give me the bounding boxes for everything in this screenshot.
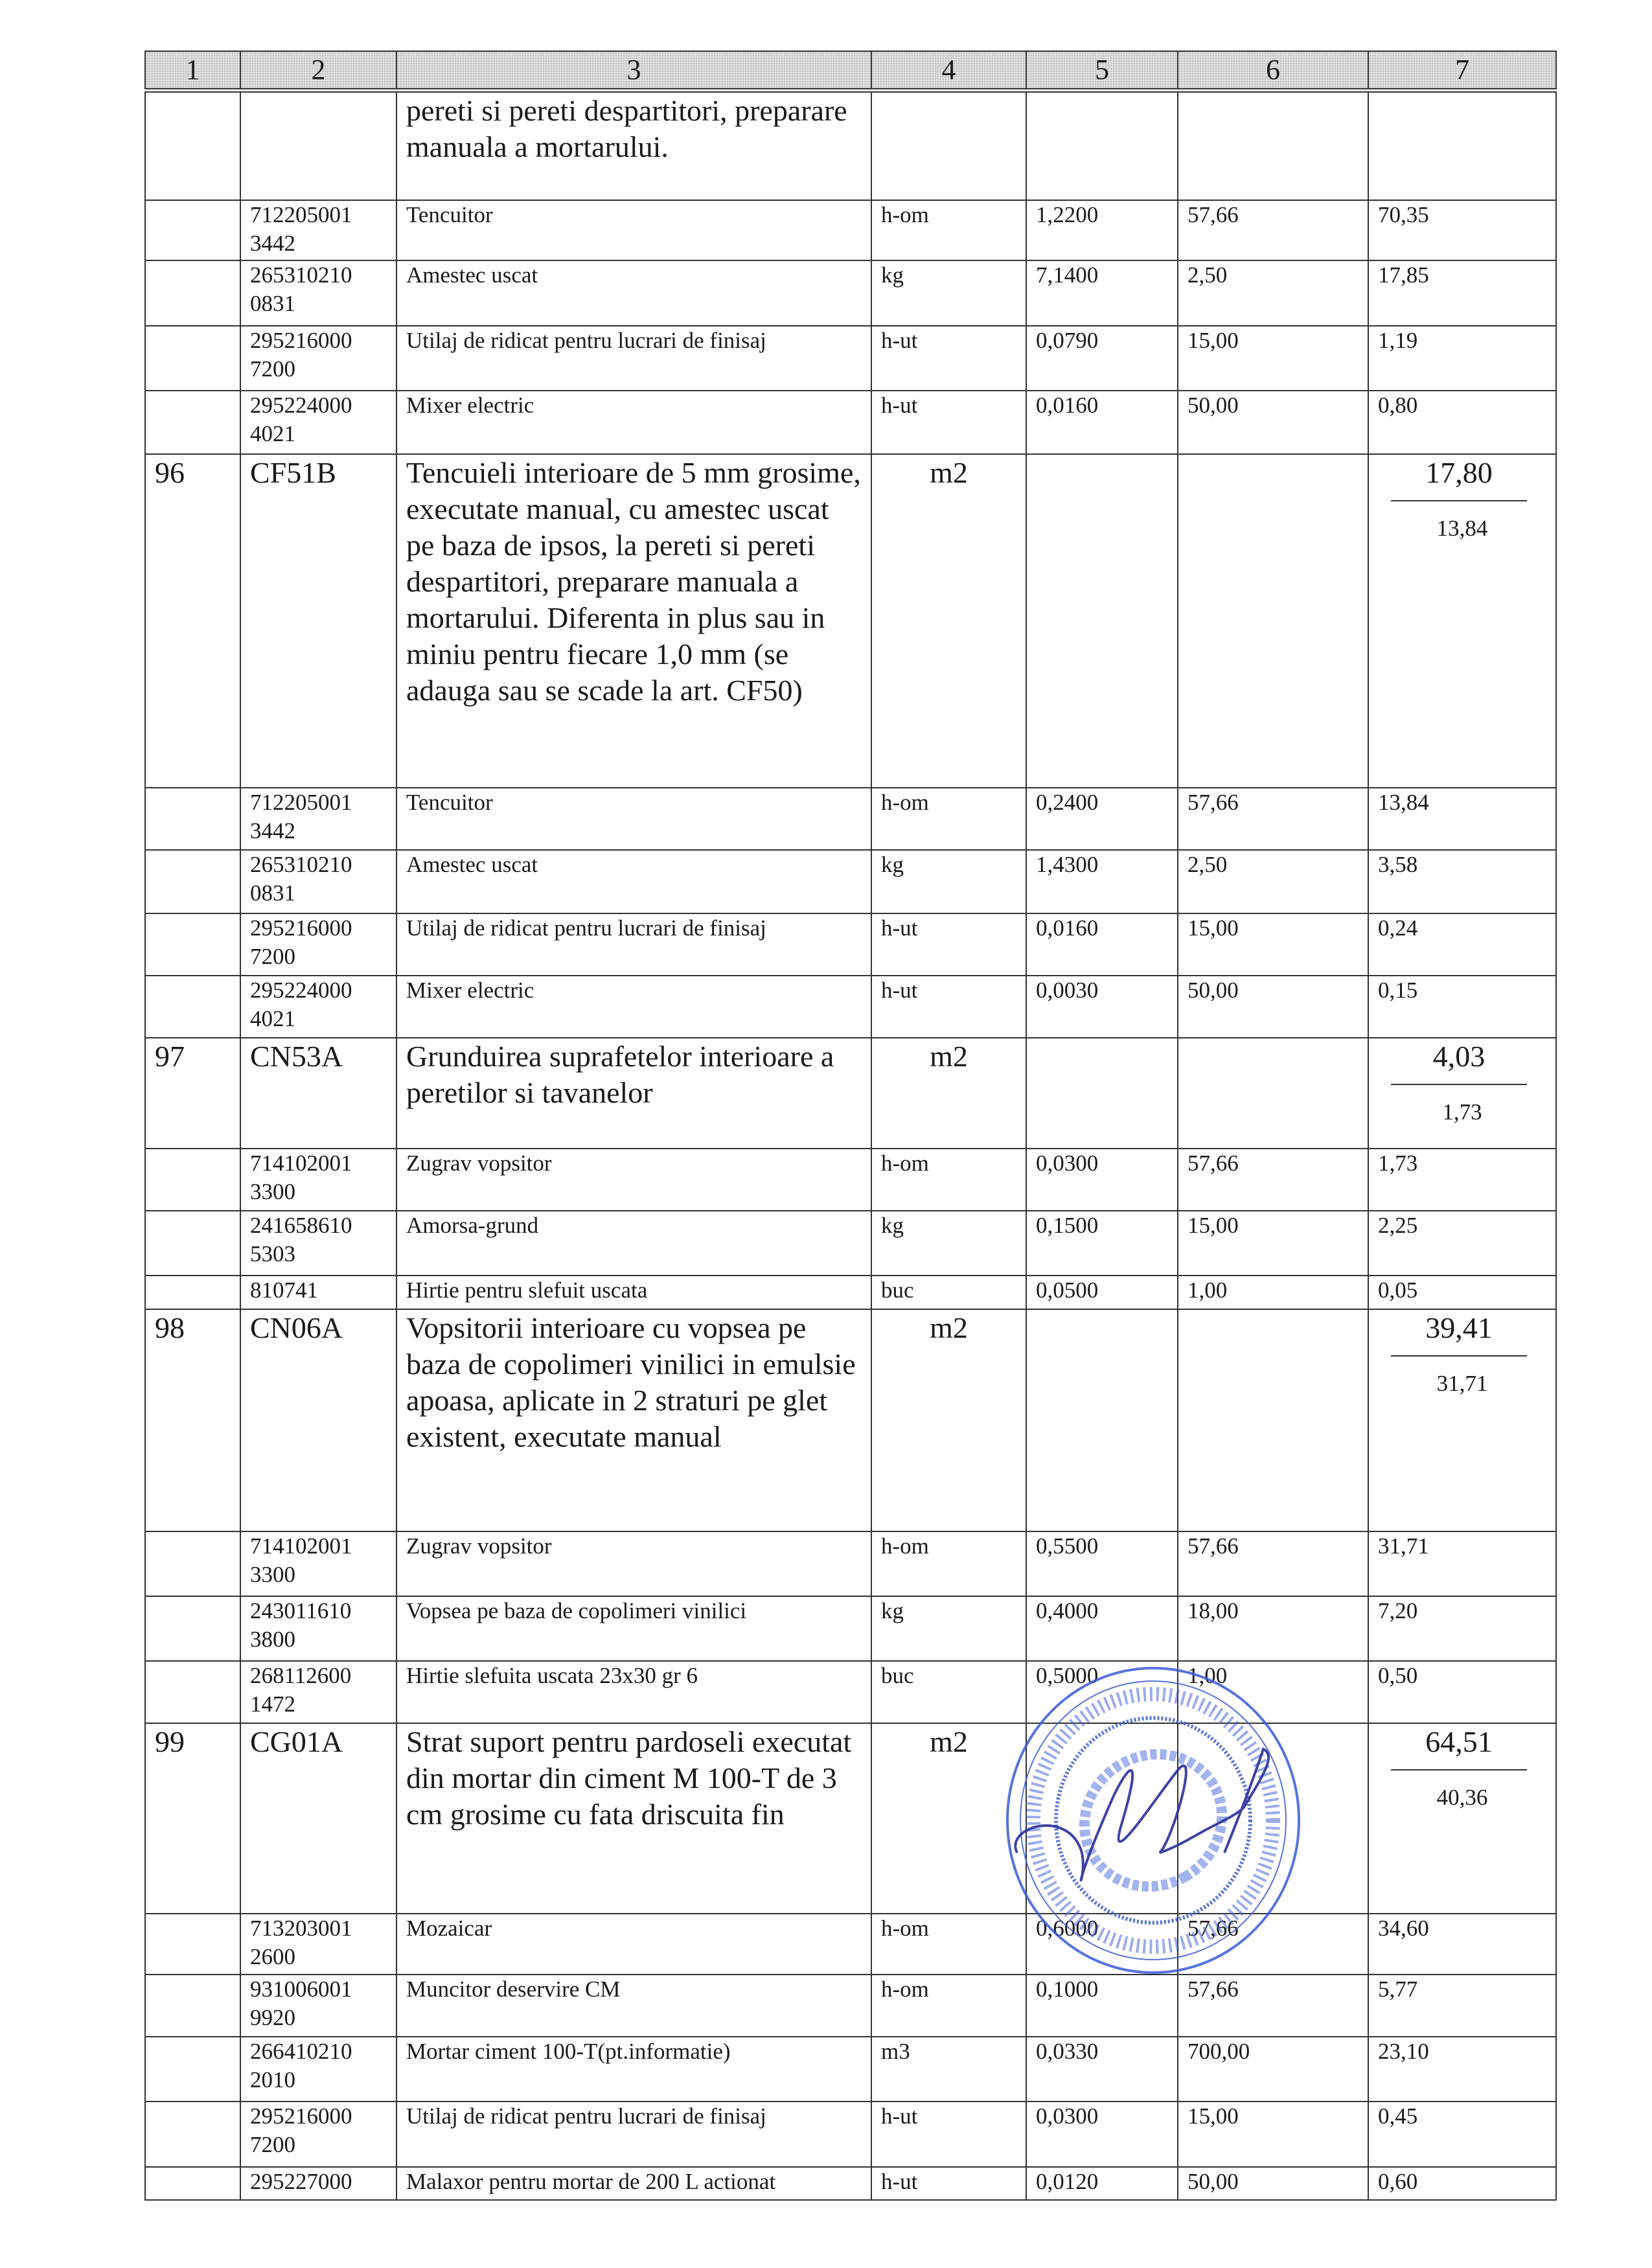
resource-name: Zugrav vopsitor <box>396 1149 871 1211</box>
resource-unit: buc <box>871 1661 1026 1723</box>
resource-unit-price: 2,50 <box>1178 850 1368 913</box>
resource-amount: 3,58 <box>1368 850 1556 913</box>
resource-amount: 17,85 <box>1368 260 1556 326</box>
resource-quantity: 0,0330 <box>1026 2037 1178 2102</box>
resource-row <box>145 976 1556 1038</box>
empty-cell <box>145 326 240 391</box>
empty-cell <box>145 1276 240 1309</box>
resource-code: 243011610 3800 <box>240 1596 396 1661</box>
resource-row <box>145 391 1556 454</box>
item-code: CF51B <box>240 454 396 788</box>
item-labor-subtotal: 31,71 <box>1436 1371 1488 1396</box>
resource-unit-price: 57,66 <box>1178 200 1368 260</box>
resource-quantity: 0,5500 <box>1026 1531 1178 1596</box>
resource-row <box>145 200 1556 260</box>
resource-code: 265310210 0831 <box>240 850 396 913</box>
resource-row <box>145 788 1556 850</box>
resource-amount: 0,50 <box>1368 1661 1556 1723</box>
empty-cell <box>145 1211 240 1276</box>
empty-cell <box>145 1531 240 1596</box>
item-description: Strat suport pentru pardoseli executat din mortar din ciment M 100-T de 3 cm grosime cu fata driscuita fin <box>396 1723 871 1914</box>
resource-quantity: 0,2400 <box>1026 788 1178 850</box>
resource-code: 712205001 3442 <box>240 788 396 850</box>
resource-amount: 5,77 <box>1368 1975 1556 2037</box>
resource-amount: 70,35 <box>1368 200 1556 260</box>
resource-unit: h-ut <box>871 391 1026 454</box>
resource-unit-price: 57,66 <box>1178 1149 1368 1211</box>
resource-row <box>145 1149 1556 1211</box>
item-total <box>1368 90 1556 200</box>
empty-cell <box>145 1975 240 2037</box>
empty-cell <box>1178 90 1368 200</box>
resource-name: Hirtie slefuita uscata 23x30 gr 6 <box>396 1661 871 1723</box>
resource-amount: 2,25 <box>1368 1211 1556 1276</box>
empty-cell <box>145 260 240 326</box>
resource-quantity: 0,1000 <box>1026 1975 1178 2037</box>
item-unit <box>871 90 1026 200</box>
resource-row <box>145 2167 1556 2200</box>
resource-quantity: 1,4300 <box>1026 850 1178 913</box>
resource-amount: 7,20 <box>1368 1596 1556 1661</box>
item-total <box>1368 1723 1556 1914</box>
resource-code: 714102001 3300 <box>240 1149 396 1211</box>
empty-cell <box>1178 454 1368 788</box>
resource-unit: h-om <box>871 1914 1026 1975</box>
resource-quantity: 0,0790 <box>1026 326 1178 391</box>
resource-quantity: 0,4000 <box>1026 1596 1178 1661</box>
resource-name: Mozaicar <box>396 1914 871 1975</box>
empty-cell <box>145 2037 240 2102</box>
resource-name: Utilaj de ridicat pentru lucrari de finisaj <box>396 913 871 976</box>
resource-code: 931006001 9920 <box>240 1975 396 2037</box>
resource-unit-price: 15,00 <box>1178 913 1368 976</box>
resource-unit-price: 18,00 <box>1178 1596 1368 1661</box>
resource-quantity: 0,5000 <box>1026 1661 1178 1723</box>
resource-unit-price: 57,66 <box>1178 1531 1368 1596</box>
resource-unit-price: 700,00 <box>1178 2037 1368 2102</box>
empty-cell <box>1026 1038 1178 1149</box>
resource-row <box>145 913 1556 976</box>
resource-amount: 0,60 <box>1368 2167 1556 2200</box>
item-total <box>1368 454 1556 788</box>
resource-unit-price: 15,00 <box>1178 2102 1368 2167</box>
resource-name: Muncitor deservire CM <box>396 1975 871 2037</box>
resource-name: Mixer electric <box>396 976 871 1038</box>
header-cell: 4 <box>871 51 1026 90</box>
item-total <box>1368 1038 1556 1149</box>
resource-name: Utilaj de ridicat pentru lucrari de finisaj <box>396 2102 871 2167</box>
empty-cell <box>1178 1038 1368 1149</box>
resource-unit-price: 50,00 <box>1178 976 1368 1038</box>
resource-unit: h-ut <box>871 976 1026 1038</box>
item-number: 98 <box>145 1309 240 1531</box>
resource-row <box>145 260 1556 326</box>
header-cell: 2 <box>240 51 396 90</box>
resource-amount: 0,45 <box>1368 2102 1556 2167</box>
resource-amount: 23,10 <box>1368 2037 1556 2102</box>
resource-unit: h-ut <box>871 2102 1026 2167</box>
resource-name: Tencuitor <box>396 200 871 260</box>
resource-quantity: 0,0030 <box>1026 976 1178 1038</box>
item-total-value: 64,51 <box>1391 1724 1527 1770</box>
resource-name: Tencuitor <box>396 788 871 850</box>
item-unit: m2 <box>871 1723 1026 1914</box>
resource-amount: 34,60 <box>1368 1914 1556 1975</box>
resource-code: 810741 <box>240 1276 396 1309</box>
resource-name: Malaxor pentru mortar de 200 L actionat <box>396 2167 871 2200</box>
resource-row <box>145 326 1556 391</box>
work-item-row <box>145 90 1556 200</box>
resource-row <box>145 1661 1556 1723</box>
resource-unit-price: 57,66 <box>1178 1975 1368 2037</box>
item-description: Vopsitorii interioare cu vopsea pe baza de copolimeri vinilici in emulsie apoasa, aplicate in 2 straturi pe glet existent, executate manual <box>396 1309 871 1531</box>
empty-cell <box>145 913 240 976</box>
work-item-row <box>145 1723 1556 1914</box>
empty-cell <box>145 391 240 454</box>
empty-cell <box>145 1661 240 1723</box>
resource-unit: h-ut <box>871 326 1026 391</box>
resource-amount: 1,19 <box>1368 326 1556 391</box>
resource-unit-price: 1,00 <box>1178 1661 1368 1723</box>
resource-unit-price: 15,00 <box>1178 326 1368 391</box>
resource-row <box>145 1211 1556 1276</box>
empty-cell <box>145 2102 240 2167</box>
item-total-value: 39,41 <box>1391 1310 1527 1357</box>
resource-name: Amestec uscat <box>396 850 871 913</box>
resource-unit-price: 15,00 <box>1178 1211 1368 1276</box>
resource-row <box>145 1914 1556 1975</box>
resource-quantity: 0,0300 <box>1026 1149 1178 1211</box>
resource-quantity: 0,0120 <box>1026 2167 1178 2200</box>
resource-unit: m3 <box>871 2037 1026 2102</box>
resource-quantity: 0,6000 <box>1026 1914 1178 1975</box>
item-code: CN53A <box>240 1038 396 1149</box>
resource-quantity: 0,1500 <box>1026 1211 1178 1276</box>
resource-unit: h-om <box>871 1531 1026 1596</box>
header-cell: 5 <box>1026 51 1178 90</box>
resource-code: 295227000 <box>240 2167 396 2200</box>
resource-quantity: 7,1400 <box>1026 260 1178 326</box>
resource-amount: 0,24 <box>1368 913 1556 976</box>
item-code: CN06A <box>240 1309 396 1531</box>
empty-cell <box>145 788 240 850</box>
resource-name: Hirtie pentru slefuit uscata <box>396 1276 871 1309</box>
header-cell: 3 <box>396 51 871 90</box>
empty-cell <box>1178 1309 1368 1531</box>
resource-unit: kg <box>871 1211 1026 1276</box>
empty-cell <box>145 1914 240 1975</box>
resource-amount: 0,15 <box>1368 976 1556 1038</box>
work-item-row <box>145 454 1556 788</box>
item-unit: m2 <box>871 1309 1026 1531</box>
resource-unit-price: 2,50 <box>1178 260 1368 326</box>
item-number: 96 <box>145 454 240 788</box>
header-cell: 6 <box>1178 51 1368 90</box>
resource-unit-price: 57,66 <box>1178 1914 1368 1975</box>
resource-name: Zugrav vopsitor <box>396 1531 871 1596</box>
item-total-value: 4,03 <box>1391 1038 1527 1085</box>
item-description: Grunduirea suprafetelor interioare a peretilor si tavanelor <box>396 1038 871 1149</box>
item-number <box>145 90 240 200</box>
resource-amount: 1,73 <box>1368 1149 1556 1211</box>
resource-quantity: 0,0500 <box>1026 1276 1178 1309</box>
resource-unit-price: 50,00 <box>1178 391 1368 454</box>
resource-row <box>145 1531 1556 1596</box>
resource-unit: h-ut <box>871 913 1026 976</box>
resource-name: Mixer electric <box>396 391 871 454</box>
estimate-table <box>144 51 1557 2201</box>
item-unit: m2 <box>871 1038 1026 1149</box>
resource-unit: h-om <box>871 1975 1026 2037</box>
resource-code: 295216000 7200 <box>240 913 396 976</box>
resource-name: Amorsa-grund <box>396 1211 871 1276</box>
empty-cell <box>145 200 240 260</box>
resource-code: 713203001 2600 <box>240 1914 396 1975</box>
resource-name: Amestec uscat <box>396 260 871 326</box>
resource-row <box>145 1596 1556 1661</box>
item-labor-subtotal: 13,84 <box>1436 516 1488 541</box>
resource-name: Utilaj de ridicat pentru lucrari de finisaj <box>396 326 871 391</box>
resource-name: Vopsea pe baza de copolimeri vinilici <box>396 1596 871 1661</box>
header-cell: 7 <box>1368 51 1556 90</box>
empty-cell <box>145 1596 240 1661</box>
resource-unit-price: 50,00 <box>1178 2167 1368 2200</box>
resource-row <box>145 1975 1556 2037</box>
resource-row <box>145 1276 1556 1309</box>
resource-quantity: 1,2200 <box>1026 200 1178 260</box>
resource-code: 241658610 5303 <box>240 1211 396 1276</box>
resource-code: 268112600 1472 <box>240 1661 396 1723</box>
item-code: CG01A <box>240 1723 396 1914</box>
resource-unit: h-om <box>871 788 1026 850</box>
resource-unit: kg <box>871 260 1026 326</box>
resource-unit: kg <box>871 1596 1026 1661</box>
item-number: 99 <box>145 1723 240 1914</box>
empty-cell <box>145 2167 240 2200</box>
empty-cell <box>1026 1309 1178 1531</box>
empty-cell <box>145 976 240 1038</box>
item-labor-subtotal: 40,36 <box>1436 1785 1488 1810</box>
item-total <box>1368 1309 1556 1531</box>
empty-cell <box>1026 1723 1178 1914</box>
work-item-row <box>145 1038 1556 1149</box>
resource-code: 265310210 0831 <box>240 260 396 326</box>
resource-code: 295216000 7200 <box>240 2102 396 2167</box>
item-description: pereti si pereti despartitori, preparare manuala a mortarului. <box>396 90 871 200</box>
resource-amount: 31,71 <box>1368 1531 1556 1596</box>
header-cell: 1 <box>145 51 240 90</box>
resource-amount: 0,80 <box>1368 391 1556 454</box>
resource-quantity: 0,0300 <box>1026 2102 1178 2167</box>
item-number: 97 <box>145 1038 240 1149</box>
resource-quantity: 0,0160 <box>1026 391 1178 454</box>
resource-code: 295216000 7200 <box>240 326 396 391</box>
resource-unit: buc <box>871 1276 1026 1309</box>
resource-amount: 13,84 <box>1368 788 1556 850</box>
item-description: Tencuieli interioare de 5 mm grosime, executate manual, cu amestec uscat pe baza de ipsos, la pereti si pereti despartitori, preparare manuala a mortarului. Diferenta in plus sau in miniu pentru fiecare 1,0 mm (se adauga sau se scade la art. CF50) <box>396 454 871 788</box>
resource-unit-price: 1,00 <box>1178 1276 1368 1309</box>
resource-row <box>145 2102 1556 2167</box>
resource-unit: h-om <box>871 200 1026 260</box>
work-item-row <box>145 1309 1556 1531</box>
resource-amount: 0,05 <box>1368 1276 1556 1309</box>
resource-name: Mortar ciment 100-T(pt.informatie) <box>396 2037 871 2102</box>
resource-row <box>145 2037 1556 2102</box>
resource-unit: kg <box>871 850 1026 913</box>
resource-code: 295224000 4021 <box>240 391 396 454</box>
item-total-value: 17,80 <box>1391 455 1527 501</box>
empty-cell <box>145 1149 240 1211</box>
resource-row <box>145 850 1556 913</box>
empty-cell <box>1178 1723 1368 1914</box>
item-labor-subtotal: 1,73 <box>1442 1099 1482 1125</box>
column-number-header <box>145 51 1556 90</box>
resource-code: 266410210 2010 <box>240 2037 396 2102</box>
empty-cell <box>145 850 240 913</box>
empty-cell <box>1026 90 1178 200</box>
resource-code: 295224000 4021 <box>240 976 396 1038</box>
resource-quantity: 0,0160 <box>1026 913 1178 976</box>
resource-unit-price: 57,66 <box>1178 788 1368 850</box>
item-unit: m2 <box>871 454 1026 788</box>
empty-cell <box>1026 454 1178 788</box>
resource-unit: h-om <box>871 1149 1026 1211</box>
resource-unit: h-ut <box>871 2167 1026 2200</box>
resource-code: 714102001 3300 <box>240 1531 396 1596</box>
resource-code: 712205001 3442 <box>240 200 396 260</box>
item-code <box>240 90 396 200</box>
